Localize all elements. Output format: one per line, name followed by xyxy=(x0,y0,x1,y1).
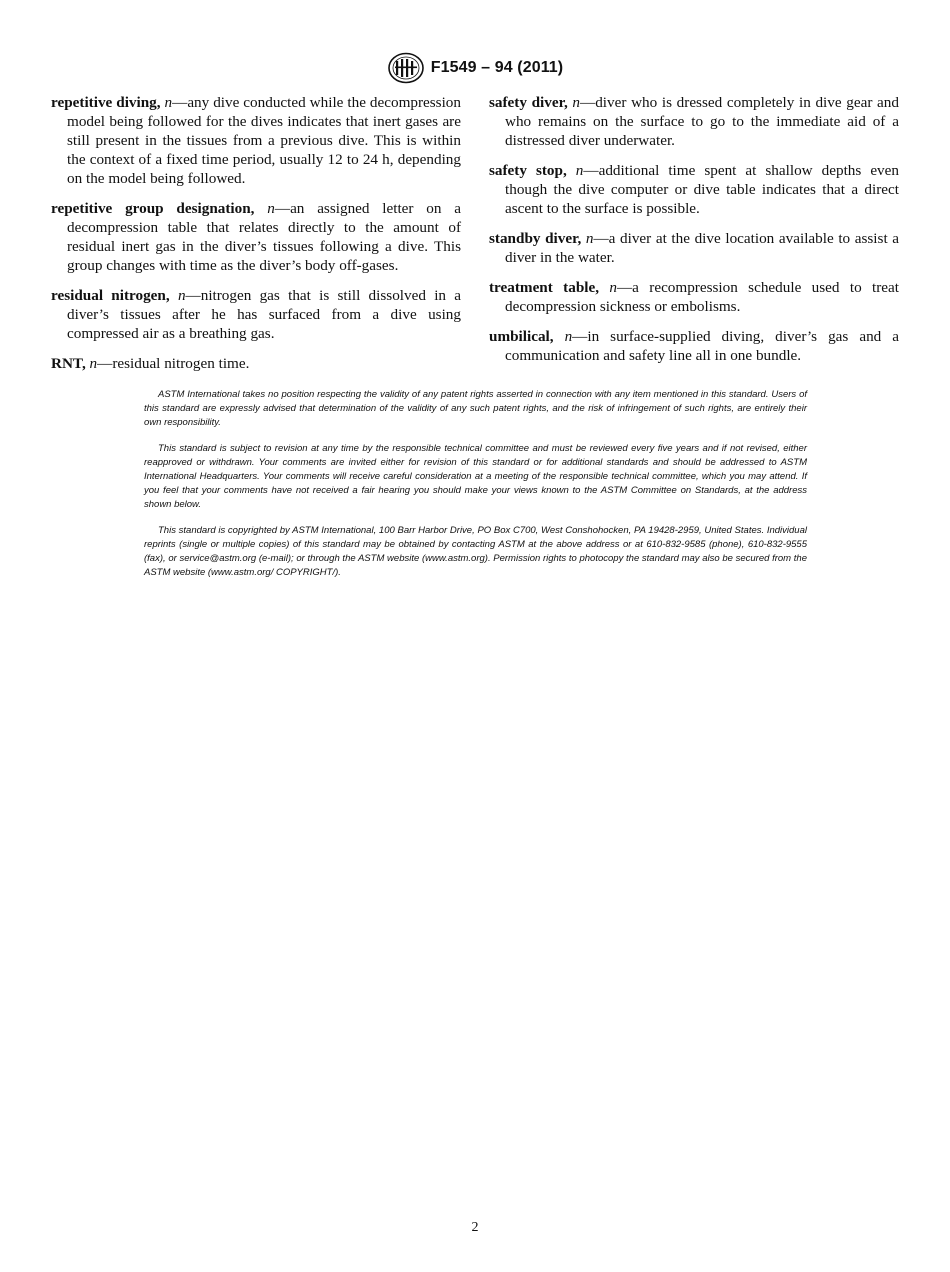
definition-item xyxy=(51,93,461,188)
revision-notice: This standard is subject to revision at any time by the responsible technical committee and must be reviewed every five years and if not revised, either reapproved or withdrawn. Your comments are invited either for revision of this standard or for additional standards and should be addressed to ASTM International Headquarters. Your comments will receive careful consideration at a meeting of the responsible technical committee, which you may attend. If you feel that your comments have not received a fair hearing you should make your views known to the ASTM Committee on Standards, at the address shown below. xyxy=(144,443,807,510)
definition-term: safety stop, xyxy=(489,162,567,179)
definition-text: —any dive conducted while the decompression model being followed for the dives indicates that inert gases are still present in the tissues from a previous dive. This is within the context of a fixed time period, usually 12 to 24 h, depending on the model being followed. xyxy=(67,94,461,187)
part-of-speech: n xyxy=(572,94,581,111)
definition-term: repetitive group designation, xyxy=(51,200,255,217)
definition-term: residual nitrogen, xyxy=(51,287,170,304)
copyright-notice: This standard is copyrighted by ASTM International, 100 Barr Harbor Drive, PO Box C700, West Conshohocken, PA 19428-2959, United States. Individual reprints (single or multiple copies) of this standard may be obtained by contacting ASTM at the above address or at 610-832-9585 (phone), 610-832-9555 (fax), or service@astm.org (e-mail); or through the ASTM website (www.astm.org). Permission rights to photocopy the standard may also be secured from the ASTM website (www.astm.org/ COPYRIGHT/). xyxy=(144,525,807,578)
astm-logo-icon xyxy=(387,52,425,84)
part-of-speech: n xyxy=(585,230,594,247)
part-of-speech: n xyxy=(164,94,173,111)
patent-notice: ASTM International takes no position respecting the validity of any patent rights asserted in connection with any item mentioned in this standard. Users of this standard are expressly advised that determination of the validity of any such patent rights, and the risk of infringement of such rights, are entirely their own responsibility. xyxy=(144,389,807,428)
definition-text: —nitrogen gas that is still dissolved in a diver’s tissues after he has surfaced from a dive using compressed air as a breathing gas. xyxy=(67,287,462,342)
definitions-left-column xyxy=(51,93,461,384)
definition-item xyxy=(51,286,461,343)
definition-text: —in surface-supplied diving, diver’s gas and a communication and safety line all in one bundle. xyxy=(505,328,900,364)
document-designation: F1549 – 94 (2011) xyxy=(430,59,564,76)
definition-text: —residual nitrogen time. xyxy=(97,355,250,372)
definition-text: —a diver at the dive location available to assist a diver in the water. xyxy=(505,230,900,266)
definition-term: treatment table, xyxy=(489,279,600,296)
definition-item xyxy=(489,93,899,150)
definition-text: —diver who is dressed completely in dive gear and who remains on the surface to go to the immediate aid of a distressed diver underwater. xyxy=(505,94,899,149)
definition-term: umbilical, xyxy=(489,328,554,345)
definition-text: —additional time spent at shallow depths even though the dive computer or dive table indicates that a direct ascent to the surface is possible. xyxy=(505,162,899,217)
definition-term: standby diver, xyxy=(489,230,582,247)
part-of-speech: n xyxy=(267,200,275,217)
definition-item xyxy=(489,327,899,365)
astm-notices xyxy=(144,388,807,593)
part-of-speech: n xyxy=(177,287,186,304)
part-of-speech: n xyxy=(575,162,584,179)
page-header xyxy=(0,52,950,84)
definition-item xyxy=(489,278,899,316)
definition-term: RNT, xyxy=(51,355,86,372)
definition-term: repetitive diving, xyxy=(51,94,161,111)
definition-item xyxy=(51,354,461,373)
definition-text: —a recompression schedule used to treat decompression sickness or embolisms. xyxy=(505,279,900,315)
definition-item xyxy=(51,199,461,275)
page-number: 2 xyxy=(471,1220,479,1235)
part-of-speech: n xyxy=(609,279,617,296)
part-of-speech: n xyxy=(564,328,573,345)
definition-item xyxy=(489,229,899,267)
definitions-right-column xyxy=(489,93,899,376)
definition-text: —an assigned letter on a decompression table that relates directly to the amount of residual inert gas in the diver’s tissues following a dive. This group changes with time as the diver’s body off-gases. xyxy=(67,200,461,274)
definition-item xyxy=(489,161,899,218)
part-of-speech: n xyxy=(89,355,98,372)
definition-term: safety diver, xyxy=(489,94,568,111)
